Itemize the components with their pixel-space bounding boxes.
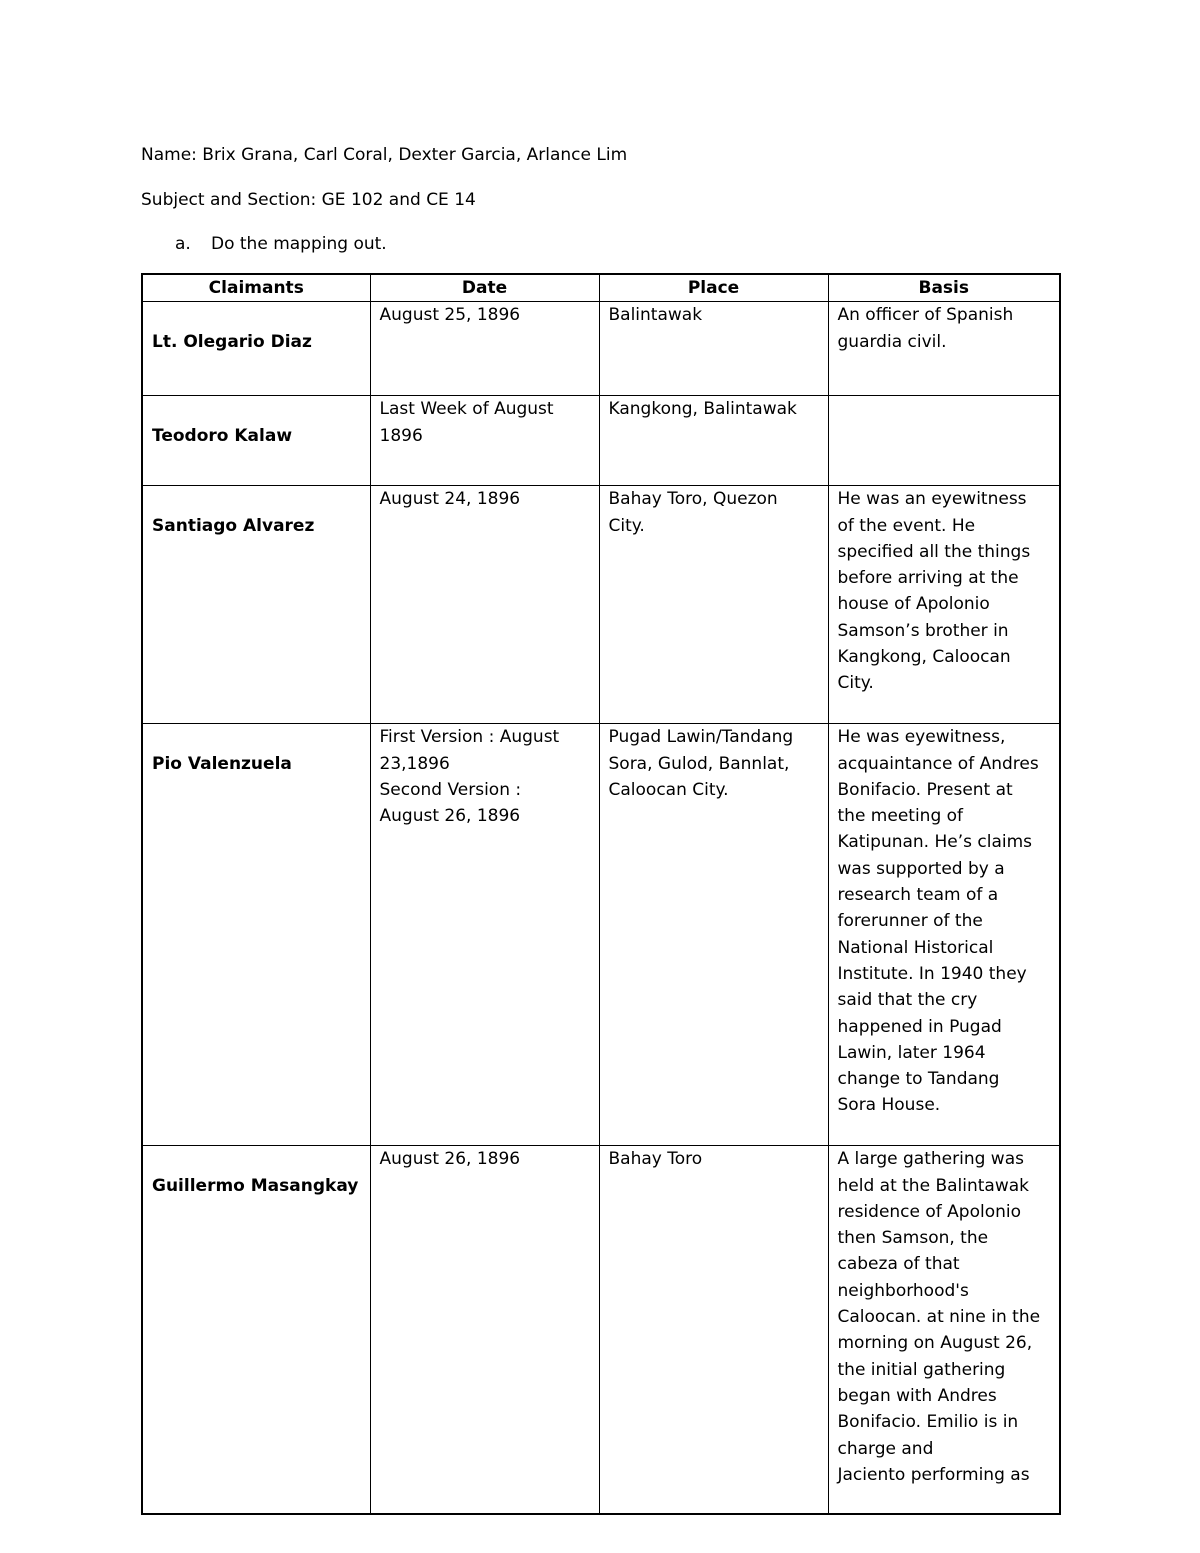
basis-text-line: morning on August 26, — [837, 1333, 1033, 1354]
basis-text-line: Bonifacio. Present at — [837, 779, 1013, 800]
basis-text-line: the initial gathering — [837, 1359, 1006, 1380]
date-text-line: 1896 — [379, 425, 423, 446]
cell-basis — [828, 302, 1060, 396]
date-text-line: August 26, 1896 — [379, 806, 521, 827]
place-text-line: Bahay Toro, Quezon — [608, 489, 778, 510]
cell-date — [370, 302, 599, 396]
cell-date — [370, 396, 599, 486]
place-text-line: Pugad Lawin/Tandang — [608, 727, 794, 748]
basis-text-line: began with Andres — [837, 1385, 997, 1406]
cell-basis — [828, 486, 1060, 724]
table-row — [142, 486, 1060, 724]
cell-place — [599, 1146, 828, 1515]
basis-text-line: said that the cry — [837, 990, 978, 1011]
basis-text-line: Katipunan. He’s claims — [837, 832, 1033, 853]
basis-text-line: An officer of Spanish — [837, 305, 1014, 326]
basis-text-line: Lawin, later 1964 — [837, 1042, 986, 1063]
basis-text-line: guardia civil. — [837, 331, 947, 352]
basis-text-line: held at the Balintawak — [837, 1175, 1029, 1196]
place-text-line: Sora, Gulod, Bannlat, — [608, 753, 790, 774]
basis-text-line: National Historical — [837, 937, 994, 958]
place-text-line: Bahay Toro — [608, 1149, 703, 1170]
cell-date — [370, 724, 599, 1146]
date-text-line: August 24, 1896 — [379, 489, 521, 510]
place-text-line: City. — [608, 515, 645, 536]
date-text-line: Last Week of August — [379, 399, 554, 420]
table-header-row — [142, 274, 1060, 302]
basis-text-line: Kangkong, Caloocan — [837, 647, 1011, 668]
cell-basis — [828, 724, 1060, 1146]
basis-text-line: cabeza of that — [837, 1254, 960, 1275]
basis-text-line: specified all the things — [837, 541, 1031, 562]
cell-place — [599, 724, 828, 1146]
date-text-line: First Version : August — [379, 727, 560, 748]
place-text-line: Balintawak — [608, 305, 703, 326]
basis-text-line: Bonifacio. Emilio is in — [837, 1412, 1019, 1433]
basis-text-line: Sora House. — [837, 1095, 941, 1116]
cell-claimant: Guillermo Masangkay — [142, 1146, 370, 1515]
table-row — [142, 396, 1060, 486]
cell-basis — [828, 396, 1060, 486]
date-text-line: August 25, 1896 — [379, 305, 521, 326]
date-text-line: Second Version : — [379, 779, 522, 800]
table-row — [142, 724, 1060, 1146]
basis-text-line: Jaciento performing as — [837, 1464, 1030, 1485]
cell-claimant: Lt. Olegario Diaz — [142, 302, 370, 396]
basis-text-line: acquaintance of Andres — [837, 753, 1039, 774]
cell-claimant: Santiago Alvarez — [142, 486, 370, 724]
list-item-a — [175, 233, 387, 255]
basis-text-line: residence of Apolonio — [837, 1201, 1022, 1222]
cell-place — [599, 486, 828, 724]
basis-text-line: City. — [837, 673, 874, 694]
cell-claimant: Pio Valenzuela — [142, 724, 370, 1146]
column-header-date: Date — [370, 274, 599, 302]
table-row — [142, 302, 1060, 396]
basis-text-line: He was an eyewitness — [837, 489, 1027, 510]
date-text-line: August 26, 1896 — [379, 1149, 521, 1170]
basis-text-line: charge and — [837, 1438, 934, 1459]
basis-text-line: of the event. He — [837, 515, 976, 536]
mapping-table — [141, 273, 1061, 1515]
cell-date — [370, 486, 599, 724]
list-marker: a. — [175, 234, 191, 254]
cell-place — [599, 302, 828, 396]
basis-text-line: was supported by a — [837, 858, 1005, 879]
list-item-text: Do the mapping out. — [211, 234, 387, 254]
basis-text-line: then Samson, the — [837, 1228, 989, 1249]
cell-place — [599, 396, 828, 486]
names-line: Name: Brix Grana, Carl Coral, Dexter Garcia, Arlance Lim — [141, 145, 628, 165]
place-text-line: Caloocan City. — [608, 779, 729, 800]
basis-text-line: Institute. In 1940 they — [837, 963, 1027, 984]
table-row — [142, 1146, 1060, 1515]
cell-date — [370, 1146, 599, 1515]
date-text-line: 23,1896 — [379, 753, 450, 774]
basis-text-line: Samson’s brother in — [837, 620, 1009, 641]
column-header-place: Place — [599, 274, 828, 302]
subject-section-line: Subject and Section: GE 102 and CE 14 — [141, 190, 476, 210]
basis-text-line: research team of a — [837, 885, 999, 906]
cell-basis — [828, 1146, 1060, 1515]
column-header-claimants: Claimants — [142, 274, 370, 302]
basis-text-line: forerunner of the — [837, 911, 983, 932]
basis-text-line: neighborhood's — [837, 1280, 969, 1301]
column-header-basis: Basis — [828, 274, 1060, 302]
cell-claimant: Teodoro Kalaw — [142, 396, 370, 486]
basis-text-line: change to Tandang — [837, 1069, 1000, 1090]
basis-text-line: before arriving at the — [837, 568, 1019, 589]
basis-text-line: the meeting of — [837, 806, 964, 827]
basis-text-line: happened in Pugad — [837, 1016, 1002, 1037]
basis-text-line: He was eyewitness, — [837, 727, 1006, 748]
basis-text-line: Caloocan. at nine in the — [837, 1307, 1041, 1328]
place-text-line: Kangkong, Balintawak — [608, 399, 797, 420]
basis-text-line: A large gathering was — [837, 1149, 1024, 1170]
basis-text-line: house of Apolonio — [837, 594, 990, 615]
